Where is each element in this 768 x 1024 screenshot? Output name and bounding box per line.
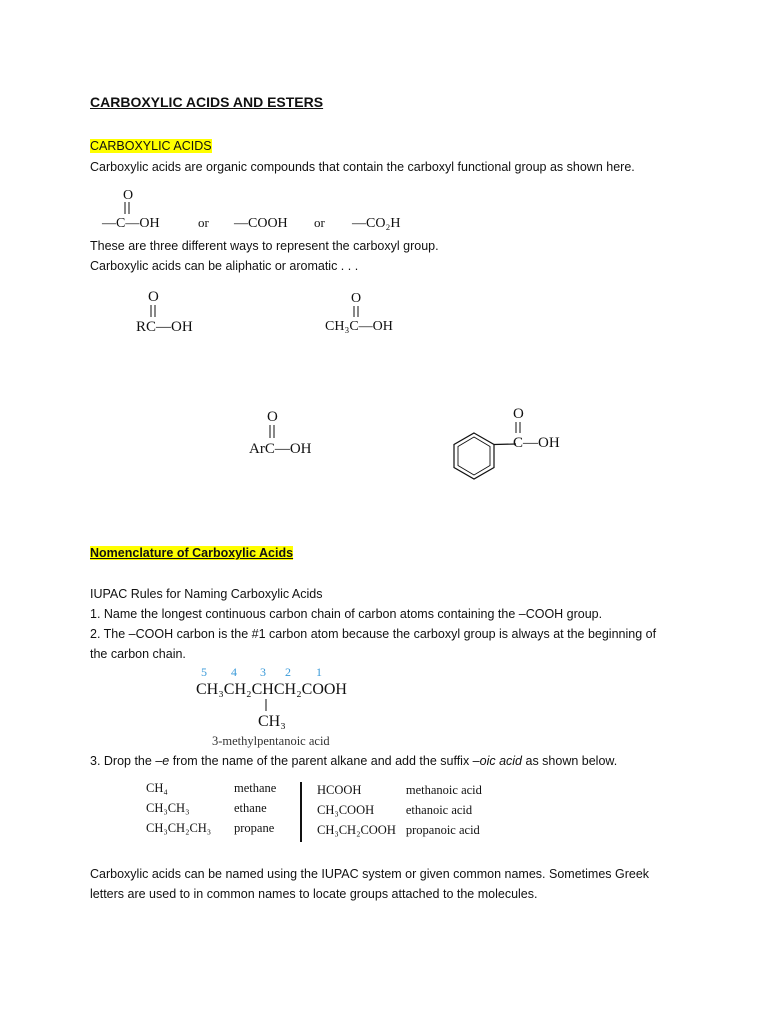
carbon-number: 4 xyxy=(231,665,237,679)
example-name: 3-methylpentanoic acid xyxy=(212,734,330,748)
carbon-number: 1 xyxy=(316,665,322,679)
formula-rc-oh: RC—OH xyxy=(136,319,193,335)
table-row xyxy=(312,800,487,820)
rule-3-text: from the name of the parent alkane and add the suffix xyxy=(169,754,473,768)
example-formula: CH₃CH₂CHCH₂COOH xyxy=(196,681,347,698)
rule-2-line-2: the carbon chain. xyxy=(90,647,186,661)
carbon-number: 5 xyxy=(201,665,207,679)
table-row xyxy=(312,820,487,840)
acid-formula: CH₃CH₂COOH xyxy=(317,822,396,837)
oxygen-label: O xyxy=(267,409,278,425)
benzene-ring xyxy=(454,433,494,479)
alkanes-table xyxy=(141,778,281,838)
rule-3-text: as shown below. xyxy=(522,754,618,768)
alkane-formula: CH₃CH₃ xyxy=(146,800,190,815)
formula-arc-oh: ArC—OH xyxy=(249,441,312,457)
table-row xyxy=(141,778,281,798)
alkane-name: ethane xyxy=(234,800,267,815)
closing-text-1: Carboxylic acids can be named using the IUPAC system or given common names. Sometimes Greek xyxy=(90,867,650,881)
example-branch: CH₃ xyxy=(258,713,286,730)
highlighted-heading: Nomenclature of Carboxylic Acids xyxy=(90,546,294,560)
alkane-name: propane xyxy=(234,820,275,835)
alkane-formula: CH₃CH₂CH₃ xyxy=(146,820,212,835)
carbon-number: 2 xyxy=(285,665,291,679)
rule-3-text: 3. Drop the xyxy=(90,754,156,768)
acid-name: ethanoic acid xyxy=(405,802,473,817)
acid-formula: CH₃COOH xyxy=(317,802,375,817)
structure-ch3c-oh xyxy=(322,286,442,338)
after-text-1: These are three different ways to represent the carboxyl group. xyxy=(90,239,439,253)
section-heading-carboxylic-acids xyxy=(90,136,212,156)
oxygen-label: O xyxy=(351,291,362,306)
or-word: or xyxy=(198,215,209,230)
oxygen-label: O xyxy=(123,188,134,203)
alkane-name: methane xyxy=(234,780,277,795)
oxygen-label: O xyxy=(148,289,159,305)
representation-3: —CO₂H xyxy=(352,216,401,231)
table-divider xyxy=(300,782,302,842)
example-structure xyxy=(196,664,386,750)
page-title: CARBOXYLIC ACIDS AND ESTERS xyxy=(90,94,324,110)
table-row xyxy=(312,780,487,800)
carbon-number: 3 xyxy=(260,665,266,679)
acid-formula: HCOOH xyxy=(317,782,362,797)
acids-table xyxy=(312,780,487,840)
acid-name: methanoic acid xyxy=(405,782,482,797)
rules-title: IUPAC Rules for Naming Carboxylic Acids xyxy=(90,587,323,601)
table-row xyxy=(141,818,281,838)
rule-2-line-1: 2. The –COOH carbon is the #1 carbon atom because the carboxyl group is always at the beginning of xyxy=(90,627,657,641)
or-word: or xyxy=(314,215,325,230)
closing-text-2: letters are used to in common names to locate groups attached to the molecules. xyxy=(90,887,538,901)
section-heading-nomenclature xyxy=(90,543,293,563)
after-text-2: Carboxylic acids can be aliphatic or aromatic . . . xyxy=(90,259,359,273)
representation-2: —COOH xyxy=(234,216,288,231)
structure-benzoic-acid xyxy=(446,400,586,490)
formula-benzoic: C—OH xyxy=(513,435,560,451)
highlighted-heading: CARBOXYLIC ACIDS xyxy=(90,139,212,153)
carboxyl-representations xyxy=(100,182,420,238)
rule-3-e: –e xyxy=(155,754,170,768)
structure-arc-oh xyxy=(246,404,356,464)
structure-rc-oh xyxy=(132,284,242,340)
oxygen-label: O xyxy=(513,406,524,422)
table-row xyxy=(141,798,281,818)
formula-ch3c-oh: CH₃C—OH xyxy=(325,319,393,334)
intro-text: Carboxylic acids are organic compounds that contain the carboxyl functional group as shown here. xyxy=(90,160,635,174)
alkane-formula: CH₄ xyxy=(146,780,168,795)
representation-1: —C—OH xyxy=(102,216,160,231)
rule-3 xyxy=(90,751,617,771)
rule-3-suffix: –oic acid xyxy=(472,754,523,768)
acid-name: propanoic acid xyxy=(405,822,480,837)
rule-1: 1. Name the longest continuous carbon chain of carbon atoms containing the –COOH group. xyxy=(90,607,603,621)
